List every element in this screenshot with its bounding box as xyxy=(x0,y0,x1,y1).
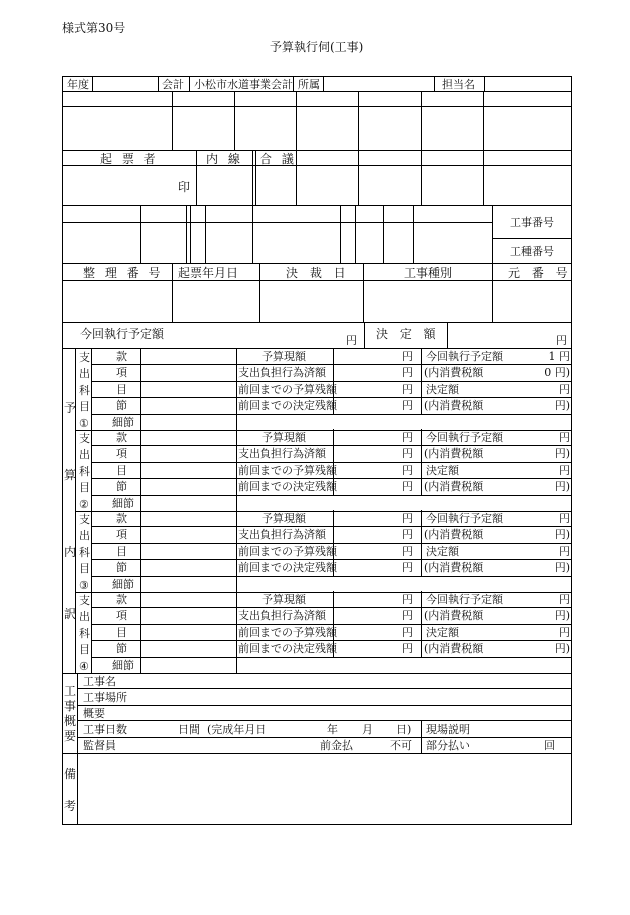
budget-amount-label: 予算現額 xyxy=(262,512,306,525)
budget-amount-label: 予算現額 xyxy=(262,350,306,363)
account-vertical-char: 支 xyxy=(79,351,90,364)
budget-amount-yen: 円 xyxy=(402,593,413,606)
execution-amount-label: 今回執行予定額 xyxy=(426,512,503,525)
account-vertical-char: ④ xyxy=(79,660,89,673)
work-name-label: 工事名 xyxy=(83,675,116,688)
account-item-label: 項 xyxy=(116,609,127,622)
work-days-unit: 日間 xyxy=(178,723,200,736)
budget-amount-label: 支出負担行為済額 xyxy=(238,447,326,460)
budget-amount-yen: 円 xyxy=(402,399,413,412)
execution-amount-value: 1 円 xyxy=(548,350,570,363)
account-vertical-char: 出 xyxy=(79,529,90,542)
budget-amount-yen: 円 xyxy=(402,512,413,525)
execution-amount-label: 今回執行予定額 xyxy=(426,350,503,363)
budget-amount-yen: 円 xyxy=(402,528,413,541)
account-vertical-char: 科 xyxy=(79,546,90,559)
account-vertical-char: 目 xyxy=(79,562,90,575)
side-label-3: 内 xyxy=(64,545,77,559)
summary-label: 概要 xyxy=(83,707,105,720)
person-label: 担当名 xyxy=(442,78,475,91)
dept-label: 所属 xyxy=(298,78,320,91)
account-item-label: 款 xyxy=(116,593,127,606)
completion-day: 日) xyxy=(396,723,412,736)
budget-amount-yen: 円 xyxy=(402,561,413,574)
execution-amount-value: 円) xyxy=(554,609,570,622)
execution-amount-label: 決定額 xyxy=(426,383,459,396)
overview-side-4: 要 xyxy=(64,729,77,743)
budget-amount-label: 前回までの決定残額 xyxy=(238,480,337,493)
overview-side-3: 概 xyxy=(64,714,77,728)
account-item-label: 細節 xyxy=(112,578,134,591)
work-number-label: 工事番号 xyxy=(510,216,554,229)
overview-side-1: 工 xyxy=(64,684,77,698)
account-vertical-char: 出 xyxy=(79,367,90,380)
execution-amount-value: 円) xyxy=(554,480,570,493)
budget-amount-yen: 円 xyxy=(402,350,413,363)
account-item-label: 項 xyxy=(116,366,127,379)
account-vertical-char: 出 xyxy=(79,448,90,461)
budget-amount-label: 支出負担行為済額 xyxy=(238,609,326,622)
year-label: 年度 xyxy=(67,78,89,91)
execution-amount-label: (内消費税額 xyxy=(424,399,484,412)
drafter-label: 起 票 者 xyxy=(100,152,159,166)
budget-amount-yen: 円 xyxy=(402,383,413,396)
supervisor-label: 監督員 xyxy=(83,739,116,752)
account-item-label: 目 xyxy=(116,626,127,639)
budget-amount-yen: 円 xyxy=(402,480,413,493)
form-number: 様式第30号 xyxy=(62,21,126,35)
execution-amount-label: (内消費税額 xyxy=(424,480,484,493)
account-vertical-char: ② xyxy=(79,498,89,511)
account-item-label: 目 xyxy=(116,545,127,558)
budget-amount-label: 前回までの決定残額 xyxy=(238,642,337,655)
decision-date-label: 決 裁 日 xyxy=(286,266,350,280)
planned-amount-label: 今回執行予定額 xyxy=(80,327,165,341)
execution-amount-label: (内消費税額 xyxy=(424,366,484,379)
account-vertical-char: ③ xyxy=(79,579,89,592)
budget-amount-label: 予算現額 xyxy=(262,593,306,606)
draft-date-label: 起票年月日 xyxy=(178,266,239,280)
advance-payment-label: 前金払 xyxy=(320,739,353,752)
budget-amount-label: 前回までの予算残額 xyxy=(238,545,337,558)
budget-amount-label: 前回までの決定残額 xyxy=(238,561,337,574)
work-place-label: 工事場所 xyxy=(83,691,127,704)
account-vertical-char: ① xyxy=(79,417,89,430)
side-label-2: 算 xyxy=(64,468,77,482)
advance-payment-value: 不可 xyxy=(390,739,412,752)
decided-amount-label: 決 定 額 xyxy=(376,327,440,341)
execution-amount-value: 円) xyxy=(554,528,570,541)
side-label-4: 訳 xyxy=(64,607,77,621)
remarks-side-2: 考 xyxy=(64,799,77,813)
completion-date-label: (完成年月日 xyxy=(207,723,267,736)
budget-amount-yen: 円 xyxy=(402,545,413,558)
execution-amount-label: (内消費税額 xyxy=(424,447,484,460)
budget-amount-label: 支出負担行為済額 xyxy=(238,528,326,541)
account-vertical-char: 支 xyxy=(79,594,90,607)
execution-amount-label: 決定額 xyxy=(426,626,459,639)
execution-amount-label: (内消費税額 xyxy=(424,609,484,622)
account-vertical-char: 目 xyxy=(79,643,90,656)
execution-amount-label: (内消費税額 xyxy=(424,528,484,541)
seal-label: 印 xyxy=(178,180,191,194)
execution-amount-value: 円) xyxy=(554,561,570,574)
completion-year: 年 xyxy=(327,723,338,736)
execution-amount-value: 円) xyxy=(554,642,570,655)
execution-amount-value: 円 xyxy=(559,431,570,444)
execution-amount-label: 今回執行予定額 xyxy=(426,431,503,444)
execution-amount-value: 円) xyxy=(554,447,570,460)
execution-amount-value: 0 円) xyxy=(544,366,570,379)
budget-amount-yen: 円 xyxy=(402,642,413,655)
budget-amount-label: 前回までの予算残額 xyxy=(238,464,337,477)
budget-amount-label: 前回までの予算残額 xyxy=(238,626,337,639)
execution-amount-label: (内消費税額 xyxy=(424,642,484,655)
form-title: 予算執行伺(工事) xyxy=(270,40,364,54)
account-vertical-char: 出 xyxy=(79,610,90,623)
account-item-label: 節 xyxy=(116,561,127,574)
budget-amount-yen: 円 xyxy=(402,609,413,622)
side-label-1: 予 xyxy=(64,401,77,415)
budget-amount-yen: 円 xyxy=(402,447,413,460)
account-item-label: 項 xyxy=(116,447,127,460)
internal-label: 内 線 xyxy=(206,152,243,166)
account-value: 小松市水道事業会計 xyxy=(194,78,293,91)
account-vertical-char: 科 xyxy=(79,384,90,397)
partial-payment-label: 部分払い xyxy=(426,739,470,752)
execution-amount-value: 円 xyxy=(559,512,570,525)
budget-amount-label: 前回までの予算残額 xyxy=(238,383,337,396)
work-days-label: 工事日数 xyxy=(83,723,127,736)
account-item-label: 節 xyxy=(116,642,127,655)
account-item-label: 細節 xyxy=(112,497,134,510)
execution-amount-value: 円 xyxy=(559,383,570,396)
overview-side-2: 事 xyxy=(64,699,77,713)
account-item-label: 細節 xyxy=(112,659,134,672)
ref-number-label: 整 理 番 号 xyxy=(83,266,164,280)
budget-amount-yen: 円 xyxy=(402,464,413,477)
account-label: 会計 xyxy=(162,78,184,91)
account-vertical-char: 目 xyxy=(79,481,90,494)
execution-amount-value: 円) xyxy=(554,399,570,412)
account-item-label: 節 xyxy=(116,480,127,493)
site-explanation-label: 現場説明 xyxy=(426,723,470,736)
decided-yen: 円 xyxy=(556,334,567,347)
execution-amount-value: 円 xyxy=(559,545,570,558)
account-item-label: 細節 xyxy=(112,416,134,429)
account-item-label: 款 xyxy=(116,350,127,363)
completion-month: 月 xyxy=(362,723,373,736)
account-item-label: 款 xyxy=(116,512,127,525)
account-item-label: 項 xyxy=(116,528,127,541)
consult-label: 合 議 xyxy=(260,152,297,166)
account-vertical-char: 目 xyxy=(79,400,90,413)
work-type-label: 工事種別 xyxy=(404,266,453,280)
execution-amount-label: 今回執行予定額 xyxy=(426,593,503,606)
execution-amount-value: 円 xyxy=(559,464,570,477)
partial-payment-unit: 回 xyxy=(544,739,555,752)
remarks-side-1: 備 xyxy=(64,767,77,781)
account-vertical-char: 科 xyxy=(79,465,90,478)
account-vertical-char: 支 xyxy=(79,432,90,445)
planned-yen: 円 xyxy=(346,334,357,347)
budget-amount-yen: 円 xyxy=(402,431,413,444)
account-item-label: 目 xyxy=(116,383,127,396)
budget-amount-yen: 円 xyxy=(402,366,413,379)
execution-amount-label: 決定額 xyxy=(426,545,459,558)
execution-amount-value: 円 xyxy=(559,593,570,606)
orig-number-label: 元 番 号 xyxy=(508,266,572,280)
execution-amount-label: 決定額 xyxy=(426,464,459,477)
budget-amount-yen: 円 xyxy=(402,626,413,639)
account-item-label: 節 xyxy=(116,399,127,412)
execution-amount-value: 円 xyxy=(559,626,570,639)
budget-amount-label: 支出負担行為済額 xyxy=(238,366,326,379)
budget-amount-label: 予算現額 xyxy=(262,431,306,444)
account-item-label: 目 xyxy=(116,464,127,477)
account-vertical-char: 支 xyxy=(79,513,90,526)
budget-amount-label: 前回までの決定残額 xyxy=(238,399,337,412)
account-vertical-char: 科 xyxy=(79,627,90,640)
execution-amount-label: (内消費税額 xyxy=(424,561,484,574)
work-type-number-label: 工種番号 xyxy=(510,245,554,258)
account-item-label: 款 xyxy=(116,431,127,444)
